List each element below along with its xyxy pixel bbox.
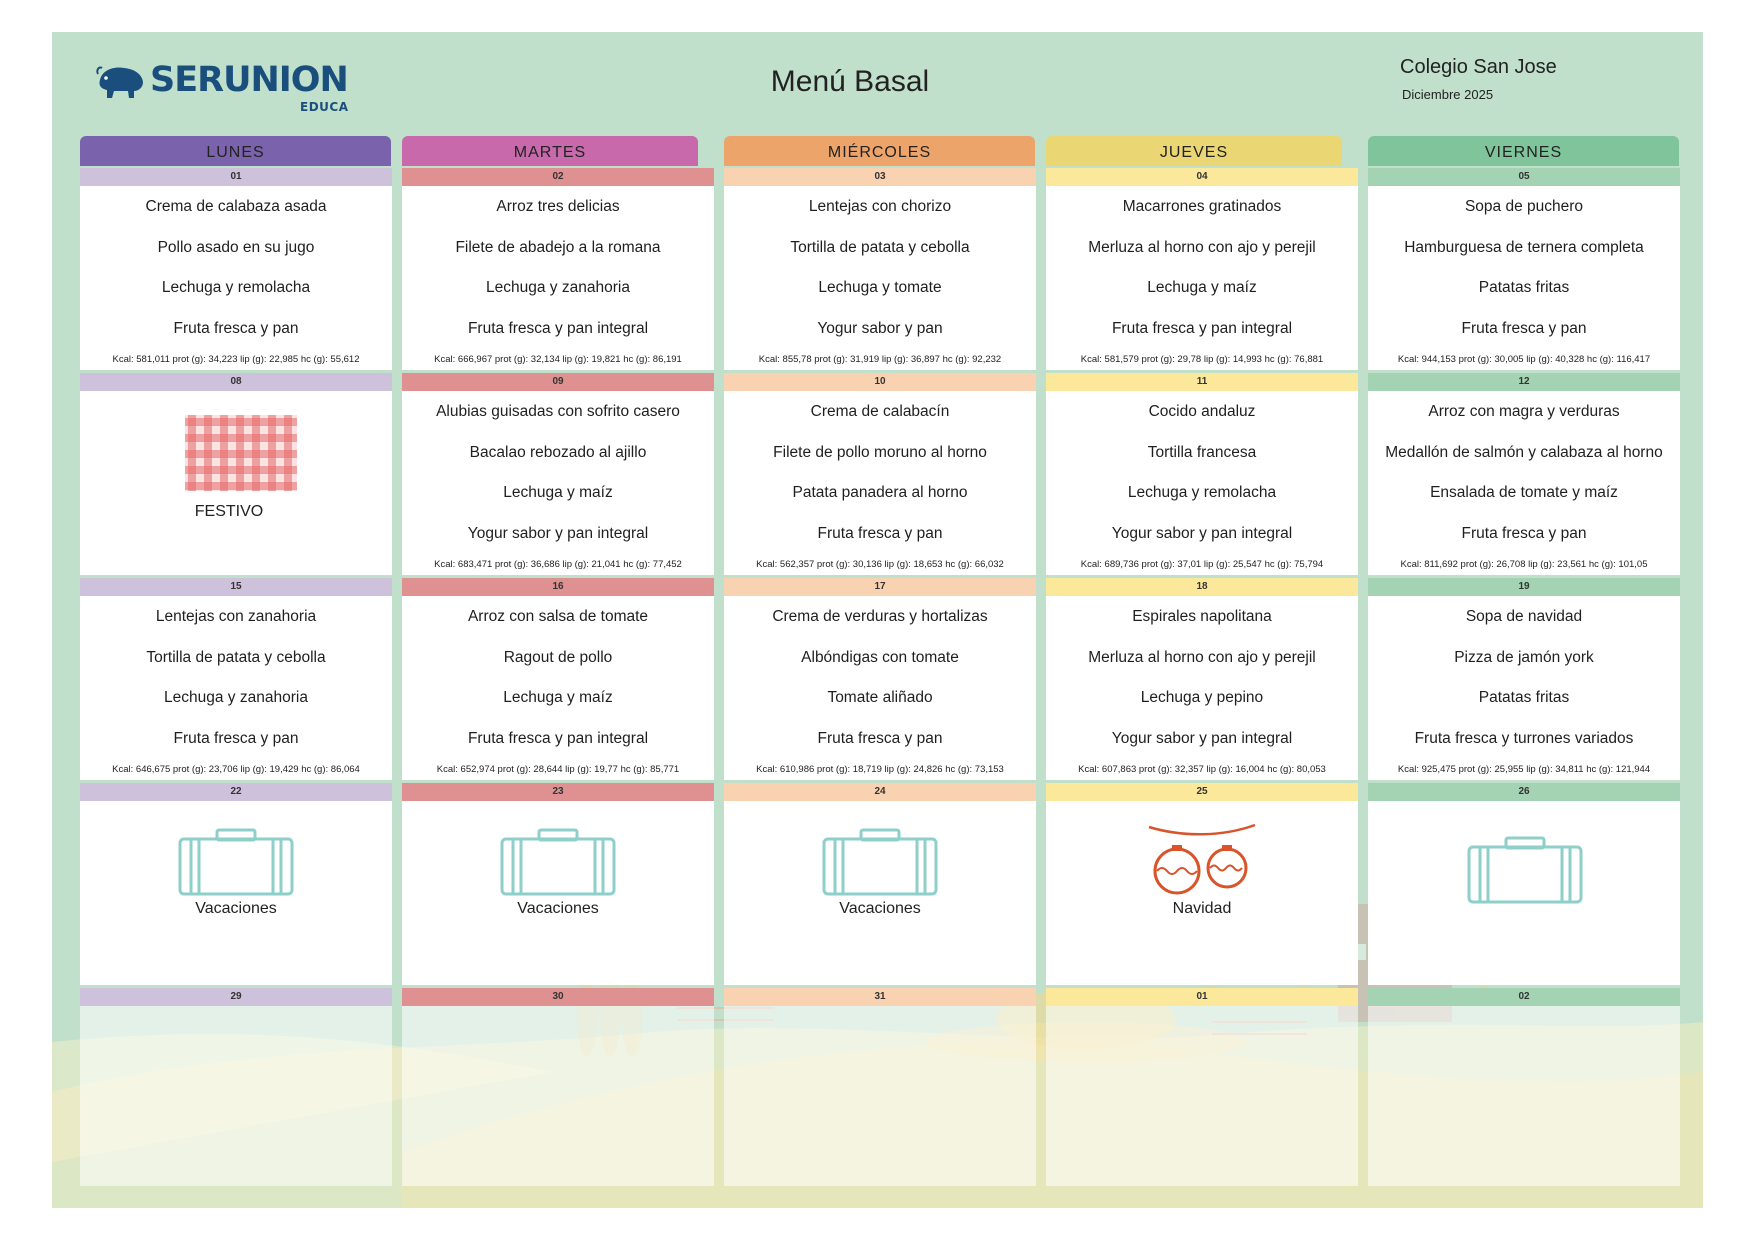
- date-label: 22: [80, 783, 392, 801]
- tablecloth-icon: [185, 415, 297, 496]
- date-label: 19: [1368, 578, 1680, 596]
- dish-item: Pizza de jamón york: [1454, 649, 1594, 666]
- nutrition-info: Kcal: 683,471 prot (g): 36,686 lip (g): 21,041 hc (g): 77,452: [434, 559, 682, 570]
- date-label: 08: [80, 373, 392, 391]
- dish-item: Crema de verduras y hortalizas: [772, 608, 988, 625]
- special-day-label: Navidad: [1172, 900, 1232, 917]
- menu-cell-viernes: [1368, 373, 1680, 575]
- nutrition-info: Kcal: 646,675 prot (g): 23,706 lip (g): 19,429 hc (g): 86,064: [112, 764, 360, 775]
- dish-item: Crema de calabaza asada: [145, 198, 327, 215]
- date-label: 03: [724, 168, 1036, 186]
- dish-item: Lechuga y tomate: [818, 279, 942, 296]
- dish-item: Lechuga y maíz: [503, 689, 613, 706]
- date-label: 30: [402, 988, 714, 1006]
- menu-cell-viernes: [1368, 578, 1680, 780]
- menu-cell-lunes: [80, 578, 392, 780]
- menu-cell-lunes: [80, 373, 392, 575]
- nutrition-info: Kcal: 652,974 prot (g): 28,644 lip (g): 19,77 hc (g): 85,771: [436, 764, 680, 775]
- dish-item: Lechuga y zanahoria: [164, 689, 308, 706]
- date-label: 05: [1368, 168, 1680, 186]
- logo-subtext: EDUCA: [300, 100, 349, 114]
- nutrition-info: Kcal: 607,863 prot (g): 32,357 lip (g): 16,004 hc (g): 80,053: [1078, 764, 1326, 775]
- menu-cell-jueves: [1046, 373, 1358, 575]
- nutrition-info: Kcal: 666,967 prot (g): 32,134 lip (g): 19,821 hc (g): 86,191: [434, 354, 682, 365]
- dish-item: Patata panadera al horno: [792, 484, 968, 501]
- date-label: 04: [1046, 168, 1358, 186]
- suitcase-icon: [821, 827, 939, 902]
- dish-item: Ragout de pollo: [503, 649, 613, 666]
- nutrition-info: Kcal: 610,986 prot (g): 18,719 lip (g): 24,826 hc (g): 73,153: [756, 764, 1004, 775]
- dish-item: Yogur sabor y pan integral: [1111, 730, 1293, 747]
- dish-item: Fruta fresca y pan: [1461, 320, 1587, 337]
- menu-cell-miercoles: [724, 783, 1036, 985]
- menu-cell-lunes: [80, 783, 392, 985]
- dish-item: Albóndigas con tomate: [801, 649, 959, 666]
- dish-item: Arroz con salsa de tomate: [467, 608, 649, 625]
- date-label: 31: [724, 988, 1036, 1006]
- day-header-viernes: VIERNES: [1368, 136, 1679, 166]
- dish-item: Fruta fresca y pan: [1461, 525, 1587, 542]
- dish-item: Fruta fresca y pan: [817, 730, 943, 747]
- dish-item: Espirales napolitana: [1132, 608, 1272, 625]
- menu-cell-jueves: [1046, 578, 1358, 780]
- dish-item: Fruta fresca y pan: [173, 320, 299, 337]
- dish-item: Sopa de navidad: [1465, 608, 1583, 625]
- dish-item: Fruta fresca y pan: [173, 730, 299, 747]
- nutrition-info: Kcal: 944,153 prot (g): 30,005 lip (g): 40,328 hc (g): 116,417: [1397, 354, 1651, 365]
- suitcase-icon: [1466, 835, 1584, 910]
- date-label: 02: [402, 168, 714, 186]
- date-label: 01: [1046, 988, 1358, 1006]
- menu-cell-martes: [402, 578, 714, 780]
- dish-item: Patatas fritas: [1478, 279, 1570, 296]
- special-day-label: Vacaciones: [195, 900, 277, 917]
- dish-item: Filete de abadejo a la romana: [455, 239, 661, 256]
- dish-item: Fruta fresca y turrones variados: [1414, 730, 1634, 747]
- dish-item: Filete de pollo moruno al horno: [773, 444, 987, 461]
- menu-cell-viernes: [1368, 988, 1680, 1186]
- nutrition-info: Kcal: 811,692 prot (g): 26,708 lip (g): 23,561 hc (g): 101,05: [1400, 559, 1648, 570]
- page-title: Menú Basal: [770, 65, 930, 98]
- date-label: 01: [80, 168, 392, 186]
- dish-item: Arroz con magra y verduras: [1428, 403, 1620, 420]
- nutrition-info: Kcal: 925,475 prot (g): 25,955 lip (g): 34,811 hc (g): 121,944: [1397, 764, 1651, 775]
- dish-item: Tomate aliñado: [827, 689, 933, 706]
- menu-cell-miercoles: [724, 373, 1036, 575]
- menu-cell-lunes: [80, 988, 392, 1186]
- dish-item: Macarrones gratinados: [1122, 198, 1282, 215]
- menu-cell-martes: [402, 168, 714, 370]
- dish-item: Patatas fritas: [1478, 689, 1570, 706]
- menu-cell-miercoles: [724, 578, 1036, 780]
- school-name: Colegio San Jose: [1400, 56, 1557, 78]
- dish-item: Fruta fresca y pan integral: [467, 320, 649, 337]
- date-label: 26: [1368, 783, 1680, 801]
- dish-item: Alubias guisadas con sofrito casero: [436, 403, 680, 420]
- dish-item: Yogur sabor y pan integral: [1111, 525, 1293, 542]
- menu-cell-miercoles: [724, 168, 1036, 370]
- menu-cell-jueves: [1046, 988, 1358, 1186]
- nutrition-info: Kcal: 581,579 prot (g): 29,78 lip (g): 14,993 hc (g): 76,881: [1080, 354, 1324, 365]
- menu-cell-miercoles: [724, 988, 1036, 1186]
- menu-cell-viernes: [1368, 783, 1680, 985]
- date-label: 29: [80, 988, 392, 1006]
- dish-item: Cocido andaluz: [1148, 403, 1256, 420]
- special-day-label: FESTIVO: [194, 503, 264, 520]
- day-header-miercoles: MIÉRCOLES: [724, 136, 1035, 166]
- nutrition-info: Kcal: 581,011 prot (g): 34,223 lip (g): 22,985 hc (g): 55,612: [112, 354, 360, 365]
- dish-item: Lechuga y remolacha: [1127, 484, 1277, 501]
- dish-item: Crema de calabacín: [810, 403, 950, 420]
- dish-item: Tortilla de patata y cebolla: [790, 239, 970, 256]
- dish-item: Yogur sabor y pan: [817, 320, 943, 337]
- day-header-jueves: JUEVES: [1046, 136, 1342, 166]
- day-header-lunes: LUNES: [80, 136, 391, 166]
- suitcase-icon: [499, 827, 617, 902]
- dish-item: Lentejas con zanahoria: [155, 608, 317, 625]
- dish-item: Tortilla francesa: [1147, 444, 1257, 461]
- dish-item: Fruta fresca y pan integral: [467, 730, 649, 747]
- menu-page: [52, 32, 1703, 1208]
- menu-month: Diciembre 2025: [1402, 87, 1494, 102]
- dish-item: Lechuga y zanahoria: [486, 279, 630, 296]
- dish-item: Merluza al horno con ajo y perejil: [1088, 239, 1316, 256]
- date-label: 23: [402, 783, 714, 801]
- dish-item: Lechuga y pepino: [1140, 689, 1264, 706]
- dish-item: Lechuga y maíz: [1147, 279, 1257, 296]
- dish-item: Pollo asado en su jugo: [157, 239, 315, 256]
- christmas-ornaments-icon: [1147, 823, 1257, 900]
- menu-cell-martes: [402, 783, 714, 985]
- dish-item: Hamburguesa de ternera completa: [1404, 239, 1644, 256]
- dish-item: Sopa de puchero: [1464, 198, 1584, 215]
- date-label: 09: [402, 373, 714, 391]
- dish-item: Medallón de salmón y calabaza al horno: [1385, 444, 1663, 461]
- dish-item: Lechuga y remolacha: [161, 279, 311, 296]
- menu-cell-martes: [402, 373, 714, 575]
- day-header-martes: MARTES: [402, 136, 698, 166]
- dish-item: Yogur sabor y pan integral: [467, 525, 649, 542]
- suitcase-icon: [177, 827, 295, 902]
- date-label: 25: [1046, 783, 1358, 801]
- menu-cell-jueves: [1046, 783, 1358, 985]
- special-day-label: Vacaciones: [517, 900, 599, 917]
- dish-item: Lechuga y maíz: [503, 484, 613, 501]
- date-label: 11: [1046, 373, 1358, 391]
- dish-item: Fruta fresca y pan integral: [1111, 320, 1293, 337]
- menu-cell-martes: [402, 988, 714, 1186]
- dish-item: Tortilla de patata y cebolla: [146, 649, 326, 666]
- dish-item: Merluza al horno con ajo y perejil: [1088, 649, 1316, 666]
- date-label: 15: [80, 578, 392, 596]
- nutrition-info: Kcal: 562,357 prot (g): 30,136 lip (g): 18,653 hc (g): 66,032: [756, 559, 1004, 570]
- date-label: 16: [402, 578, 714, 596]
- date-label: 02: [1368, 988, 1680, 1006]
- dish-item: Fruta fresca y pan: [817, 525, 943, 542]
- menu-cell-jueves: [1046, 168, 1358, 370]
- dish-item: Ensalada de tomate y maíz: [1430, 484, 1618, 501]
- date-label: 17: [724, 578, 1036, 596]
- dish-item: Lentejas con chorizo: [808, 198, 952, 215]
- dish-item: Arroz tres delicias: [496, 198, 620, 215]
- date-label: 18: [1046, 578, 1358, 596]
- menu-cell-viernes: [1368, 168, 1680, 370]
- logo-text: SERUNION: [150, 60, 348, 100]
- dish-item: Bacalao rebozado al ajillo: [469, 444, 647, 461]
- menu-cell-lunes: [80, 168, 392, 370]
- nutrition-info: Kcal: 689,736 prot (g): 37,01 lip (g): 25,547 hc (g): 75,794: [1080, 559, 1324, 570]
- date-label: 24: [724, 783, 1036, 801]
- nutrition-info: Kcal: 855,78 prot (g): 31,919 lip (g): 36,897 hc (g): 92,232: [758, 354, 1002, 365]
- date-label: 10: [724, 373, 1036, 391]
- special-day-label: Vacaciones: [839, 900, 921, 917]
- date-label: 12: [1368, 373, 1680, 391]
